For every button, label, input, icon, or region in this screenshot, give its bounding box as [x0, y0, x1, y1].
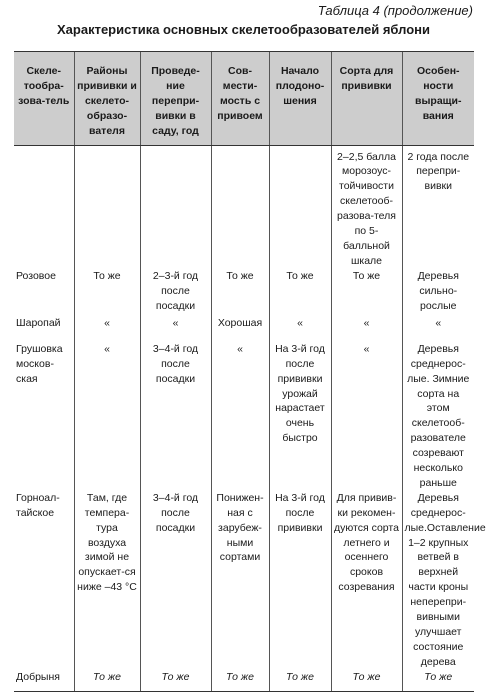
table-cell: Грушовка москов-ская — [16, 342, 63, 385]
table-cell: 2–2,5 балла морозоус-тойчивости скелетооб-разова-теля по 5-балльной шкале — [331, 145, 402, 269]
table-row — [14, 491, 474, 670]
table-cell: Там, где темпера-тура воздуха зимой не опускает-ся ниже –43 °С — [74, 491, 140, 670]
table-cell: То же — [331, 269, 402, 316]
table-cell: Добрыня — [14, 670, 74, 692]
table-cell: 3–4-й год после посадки — [140, 342, 211, 491]
table-cell: « — [331, 316, 402, 342]
table-cell — [14, 145, 74, 269]
table-cell: « — [140, 316, 211, 342]
table-title: Характеристика основных скелетообразователей яблони — [57, 22, 430, 37]
table-cell: То же — [269, 269, 331, 316]
table-cell — [269, 145, 331, 269]
table-cell — [140, 145, 211, 269]
table-cell: « — [74, 342, 140, 491]
header-cell: Особен-ности выращи-вания — [402, 52, 474, 146]
table-cell: « — [211, 342, 269, 491]
table-cell: На 3-й год после прививки урожай нарастает очень быстро — [269, 342, 331, 491]
table-cell: То же — [402, 670, 474, 692]
table-row — [14, 269, 474, 316]
table-cell: То же — [211, 269, 269, 316]
table-cell: То же — [269, 670, 331, 692]
table-row — [14, 316, 474, 342]
table-cell: « — [331, 342, 402, 491]
header-cell: Районы прививки и скелето-образо-вателя — [74, 52, 140, 146]
table-cell: То же — [74, 269, 140, 316]
header-cell: Начало плодоно-шения — [269, 52, 331, 146]
table-cell: Хорошая — [211, 316, 269, 342]
table-row — [14, 342, 474, 491]
table-cell: 2–3-й год после посадки — [140, 269, 211, 316]
table-cell: Горноал-тайское — [16, 491, 60, 519]
table-cell: То же — [140, 670, 211, 692]
table-cell: 2 года после перепри-вивки — [402, 145, 474, 269]
table-cell: Понижен-ная с зарубеж-ными сортами — [211, 491, 269, 670]
table-cell: На 3-й год после прививки — [269, 491, 331, 670]
table-cell — [211, 145, 269, 269]
table-row — [14, 670, 474, 692]
header-cell: Сорта для прививки — [331, 52, 402, 146]
table-caption: Таблица 4 (продолжение) — [317, 3, 473, 18]
header-cell: Проведе-ние перепри-вивки в саду, год — [140, 52, 211, 146]
table-cell: 3–4-й год после посадки — [140, 491, 211, 670]
header-cell: Сов-мести-мость с привоем — [211, 52, 269, 146]
header-row — [14, 52, 474, 146]
table-cell: То же — [211, 670, 269, 692]
table-cell: « — [402, 316, 474, 342]
header-cell: Скеле-тообра-зова-тель — [14, 52, 74, 146]
table-cell: То же — [331, 670, 402, 692]
characteristics-table — [14, 51, 486, 692]
table-row — [14, 145, 474, 269]
table-cell: Деревья среднерос-лые.Оставление 1–2 крупных ветвей в верхней части кроны неперепри-вивными улучшает состояние дерева — [402, 491, 474, 670]
table-cell: Шаропай — [16, 316, 61, 329]
table-cell: Для привив-ки рекомен-дуются сорта летнего и осеннего сроков созревания — [331, 491, 402, 670]
table-cell: Деревья сильно-рослые — [402, 269, 474, 316]
table-cell: То же — [74, 670, 140, 692]
table-cell: Деревья среднерос-лые. Зимние сорта на этом скелетооб-разователе созревают несколько раньше — [402, 342, 474, 491]
table-cell — [74, 145, 140, 269]
table-cell: « — [74, 316, 140, 342]
table-cell: « — [269, 316, 331, 342]
table-cell: Розовое — [16, 269, 56, 282]
